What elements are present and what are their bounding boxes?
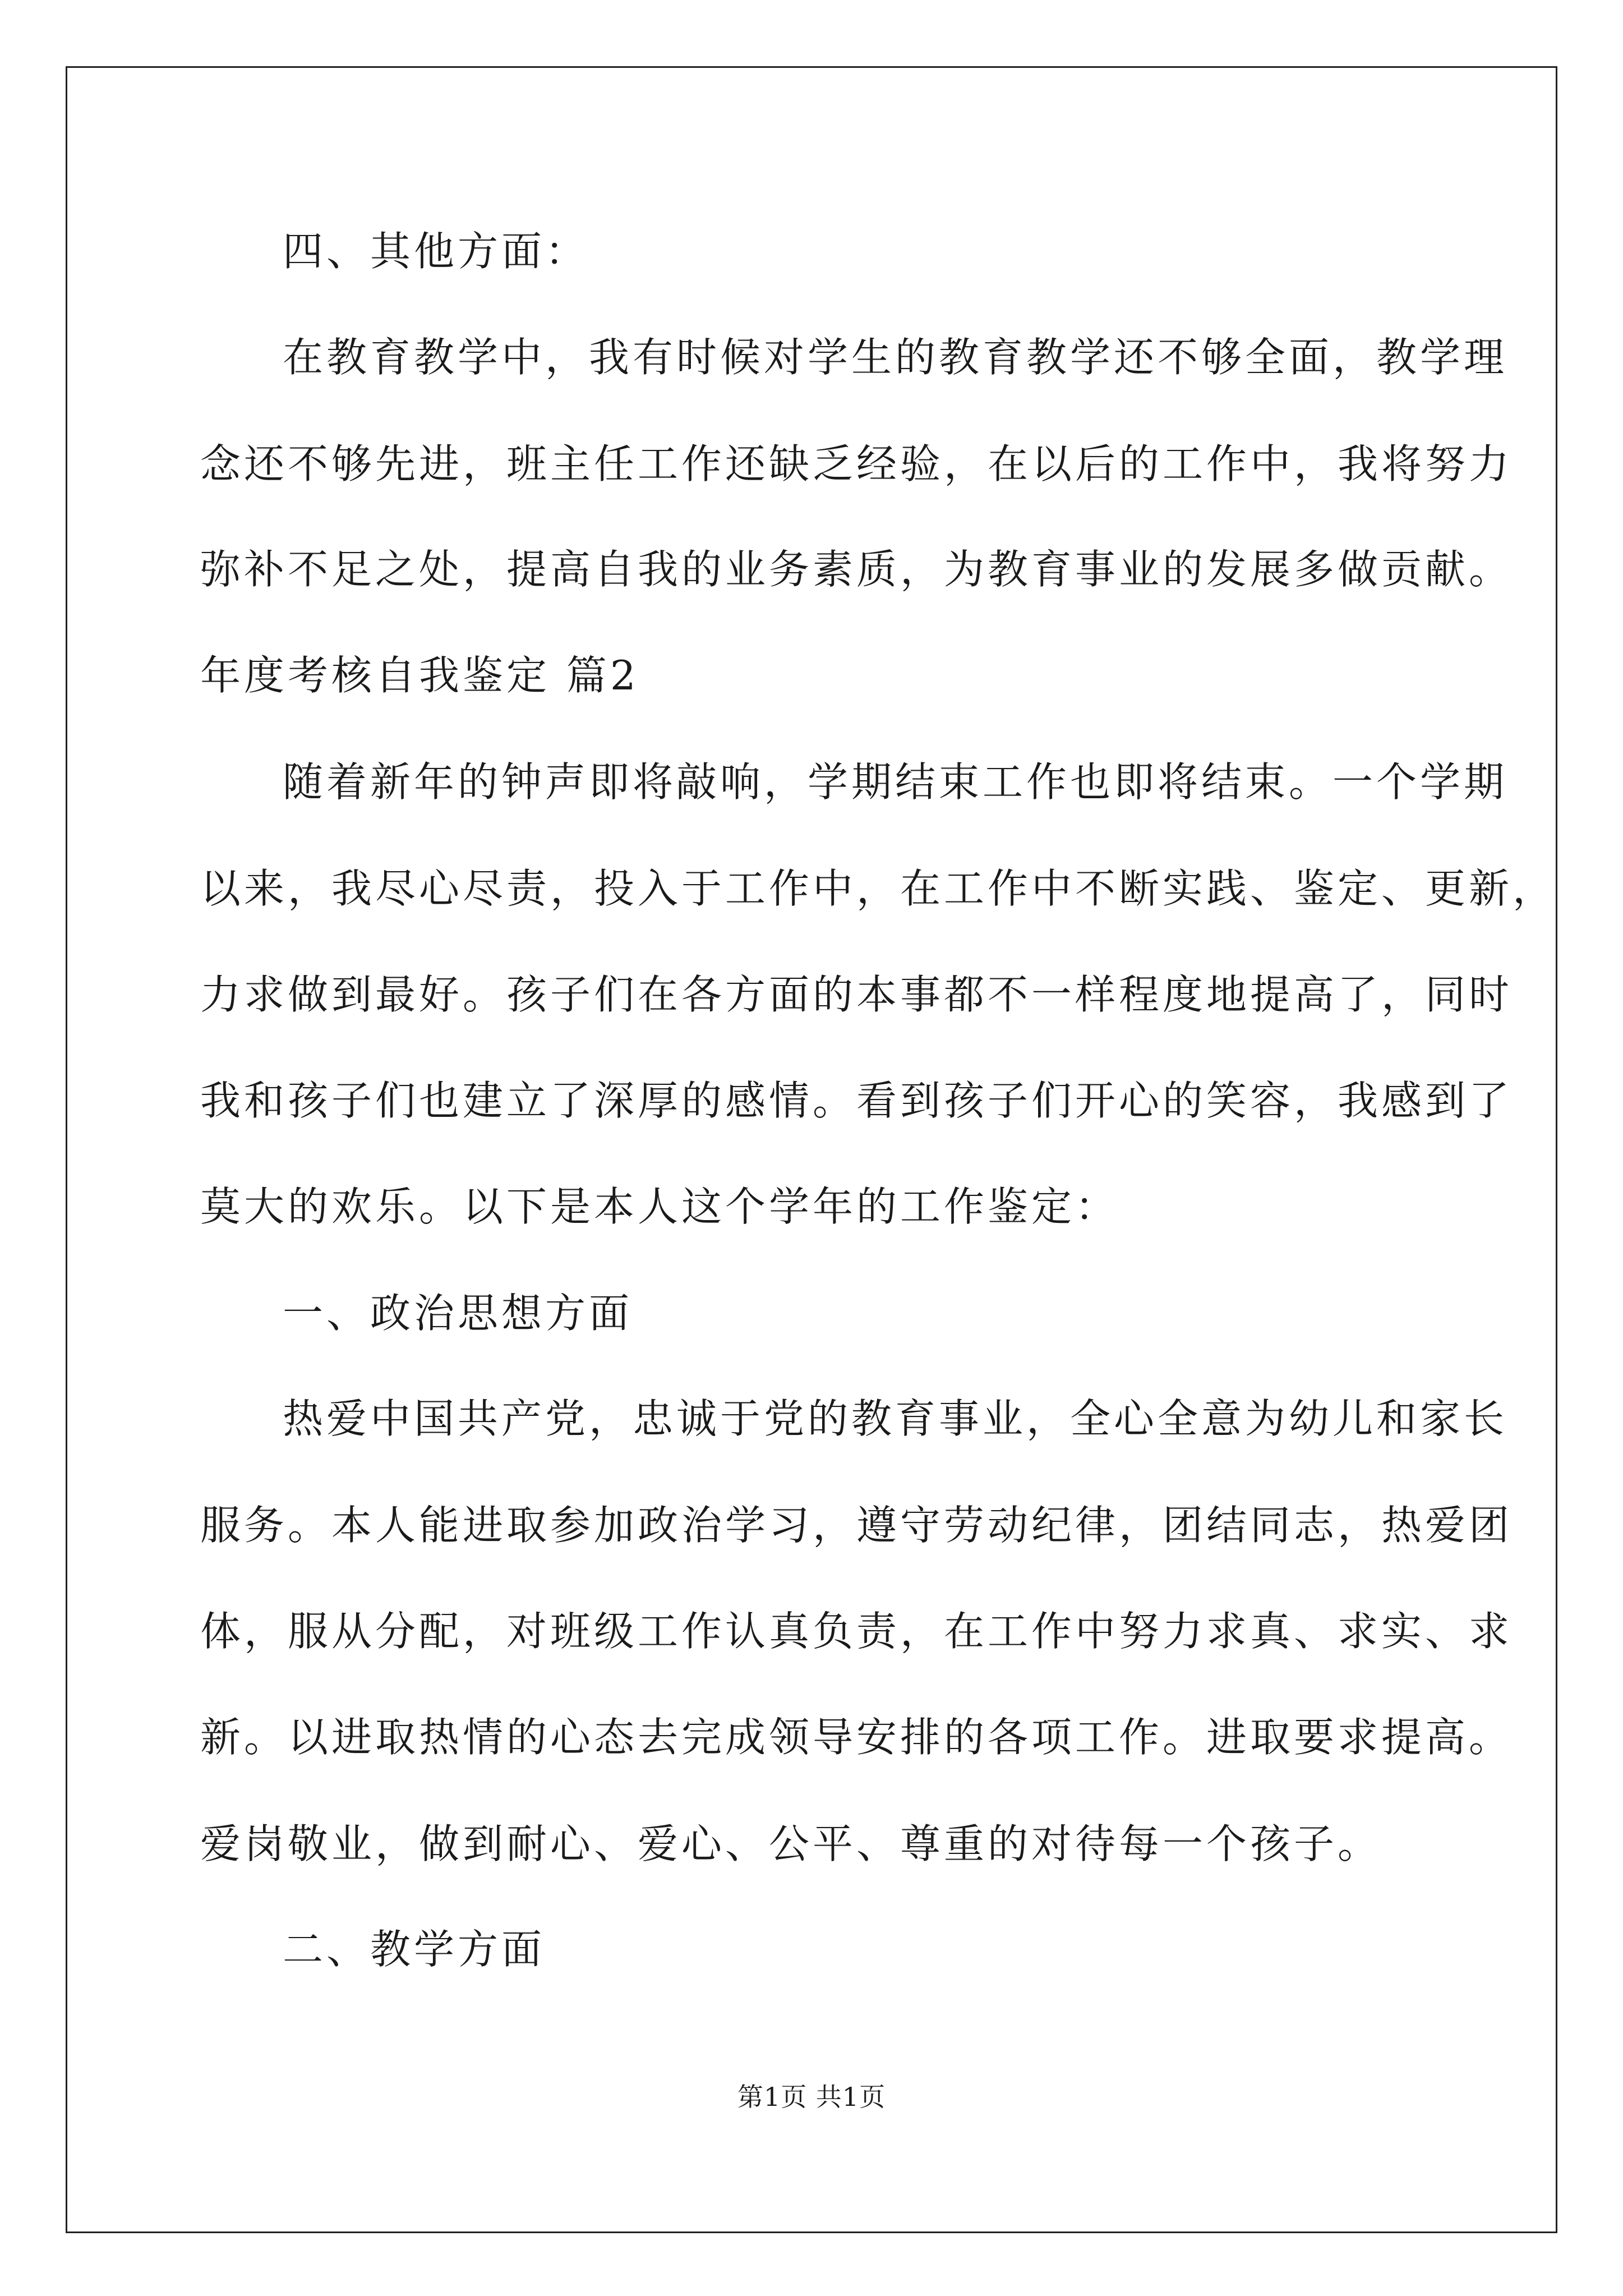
paragraph-line: 服务。本人能进取参加政治学习，遵守劳动纪律，团结同志，热爱团 <box>200 1502 1513 1549</box>
paragraph-line: 莫大的欢乐。以下是本人这个学年的工作鉴定： <box>200 1183 1119 1230</box>
section-heading-other: 四、其他方面： <box>283 228 589 275</box>
paragraph-line: 体，服从分配，对班级工作认真负责，在工作中努力求真、求实、求 <box>200 1608 1513 1655</box>
paragraph-line: 随着新年的钟声即将敲响，学期结束工作也即将结束。一个学期 <box>283 758 1508 806</box>
page-border <box>66 66 1557 2233</box>
paragraph-line: 我和孩子们也建立了深厚的感情。看到孩子们开心的笑容，我感到了 <box>200 1077 1513 1124</box>
article-title: 年度考核自我鉴定 篇2 <box>200 652 639 699</box>
paragraph-line: 以来，我尽心尽责，投入于工作中，在工作中不断实践、鉴定、更新， <box>200 865 1557 912</box>
page-number-footer: 第1页 共1页 <box>737 2082 886 2112</box>
paragraph-line: 在教育教学中，我有时候对学生的教育教学还不够全面，教学理 <box>283 334 1508 381</box>
paragraph-line: 热爱中国共产党，忠诚于党的教育事业，全心全意为幼儿和家长 <box>283 1395 1508 1442</box>
paragraph-line: 弥补不足之处，提高自我的业务素质，为教育事业的发展多做贡献。 <box>200 546 1513 593</box>
paragraph-line: 力求做到最好。孩子们在各方面的本事都不一样程度地提高了，同时 <box>200 971 1513 1018</box>
section-heading-political: 一、政治思想方面 <box>283 1290 633 1337</box>
paragraph-line: 念还不够先进，班主任工作还缺乏经验，在以后的工作中，我将努力 <box>200 440 1513 487</box>
paragraph-line: 新。以进取热情的心态去完成领导安排的各项工作。进取要求提高。 <box>200 1714 1513 1761</box>
paragraph-line: 爱岗敬业，做到耐心、爱心、公平、尊重的对待每一个孩子。 <box>200 1820 1382 1867</box>
section-heading-teaching: 二、教学方面 <box>283 1926 546 1973</box>
